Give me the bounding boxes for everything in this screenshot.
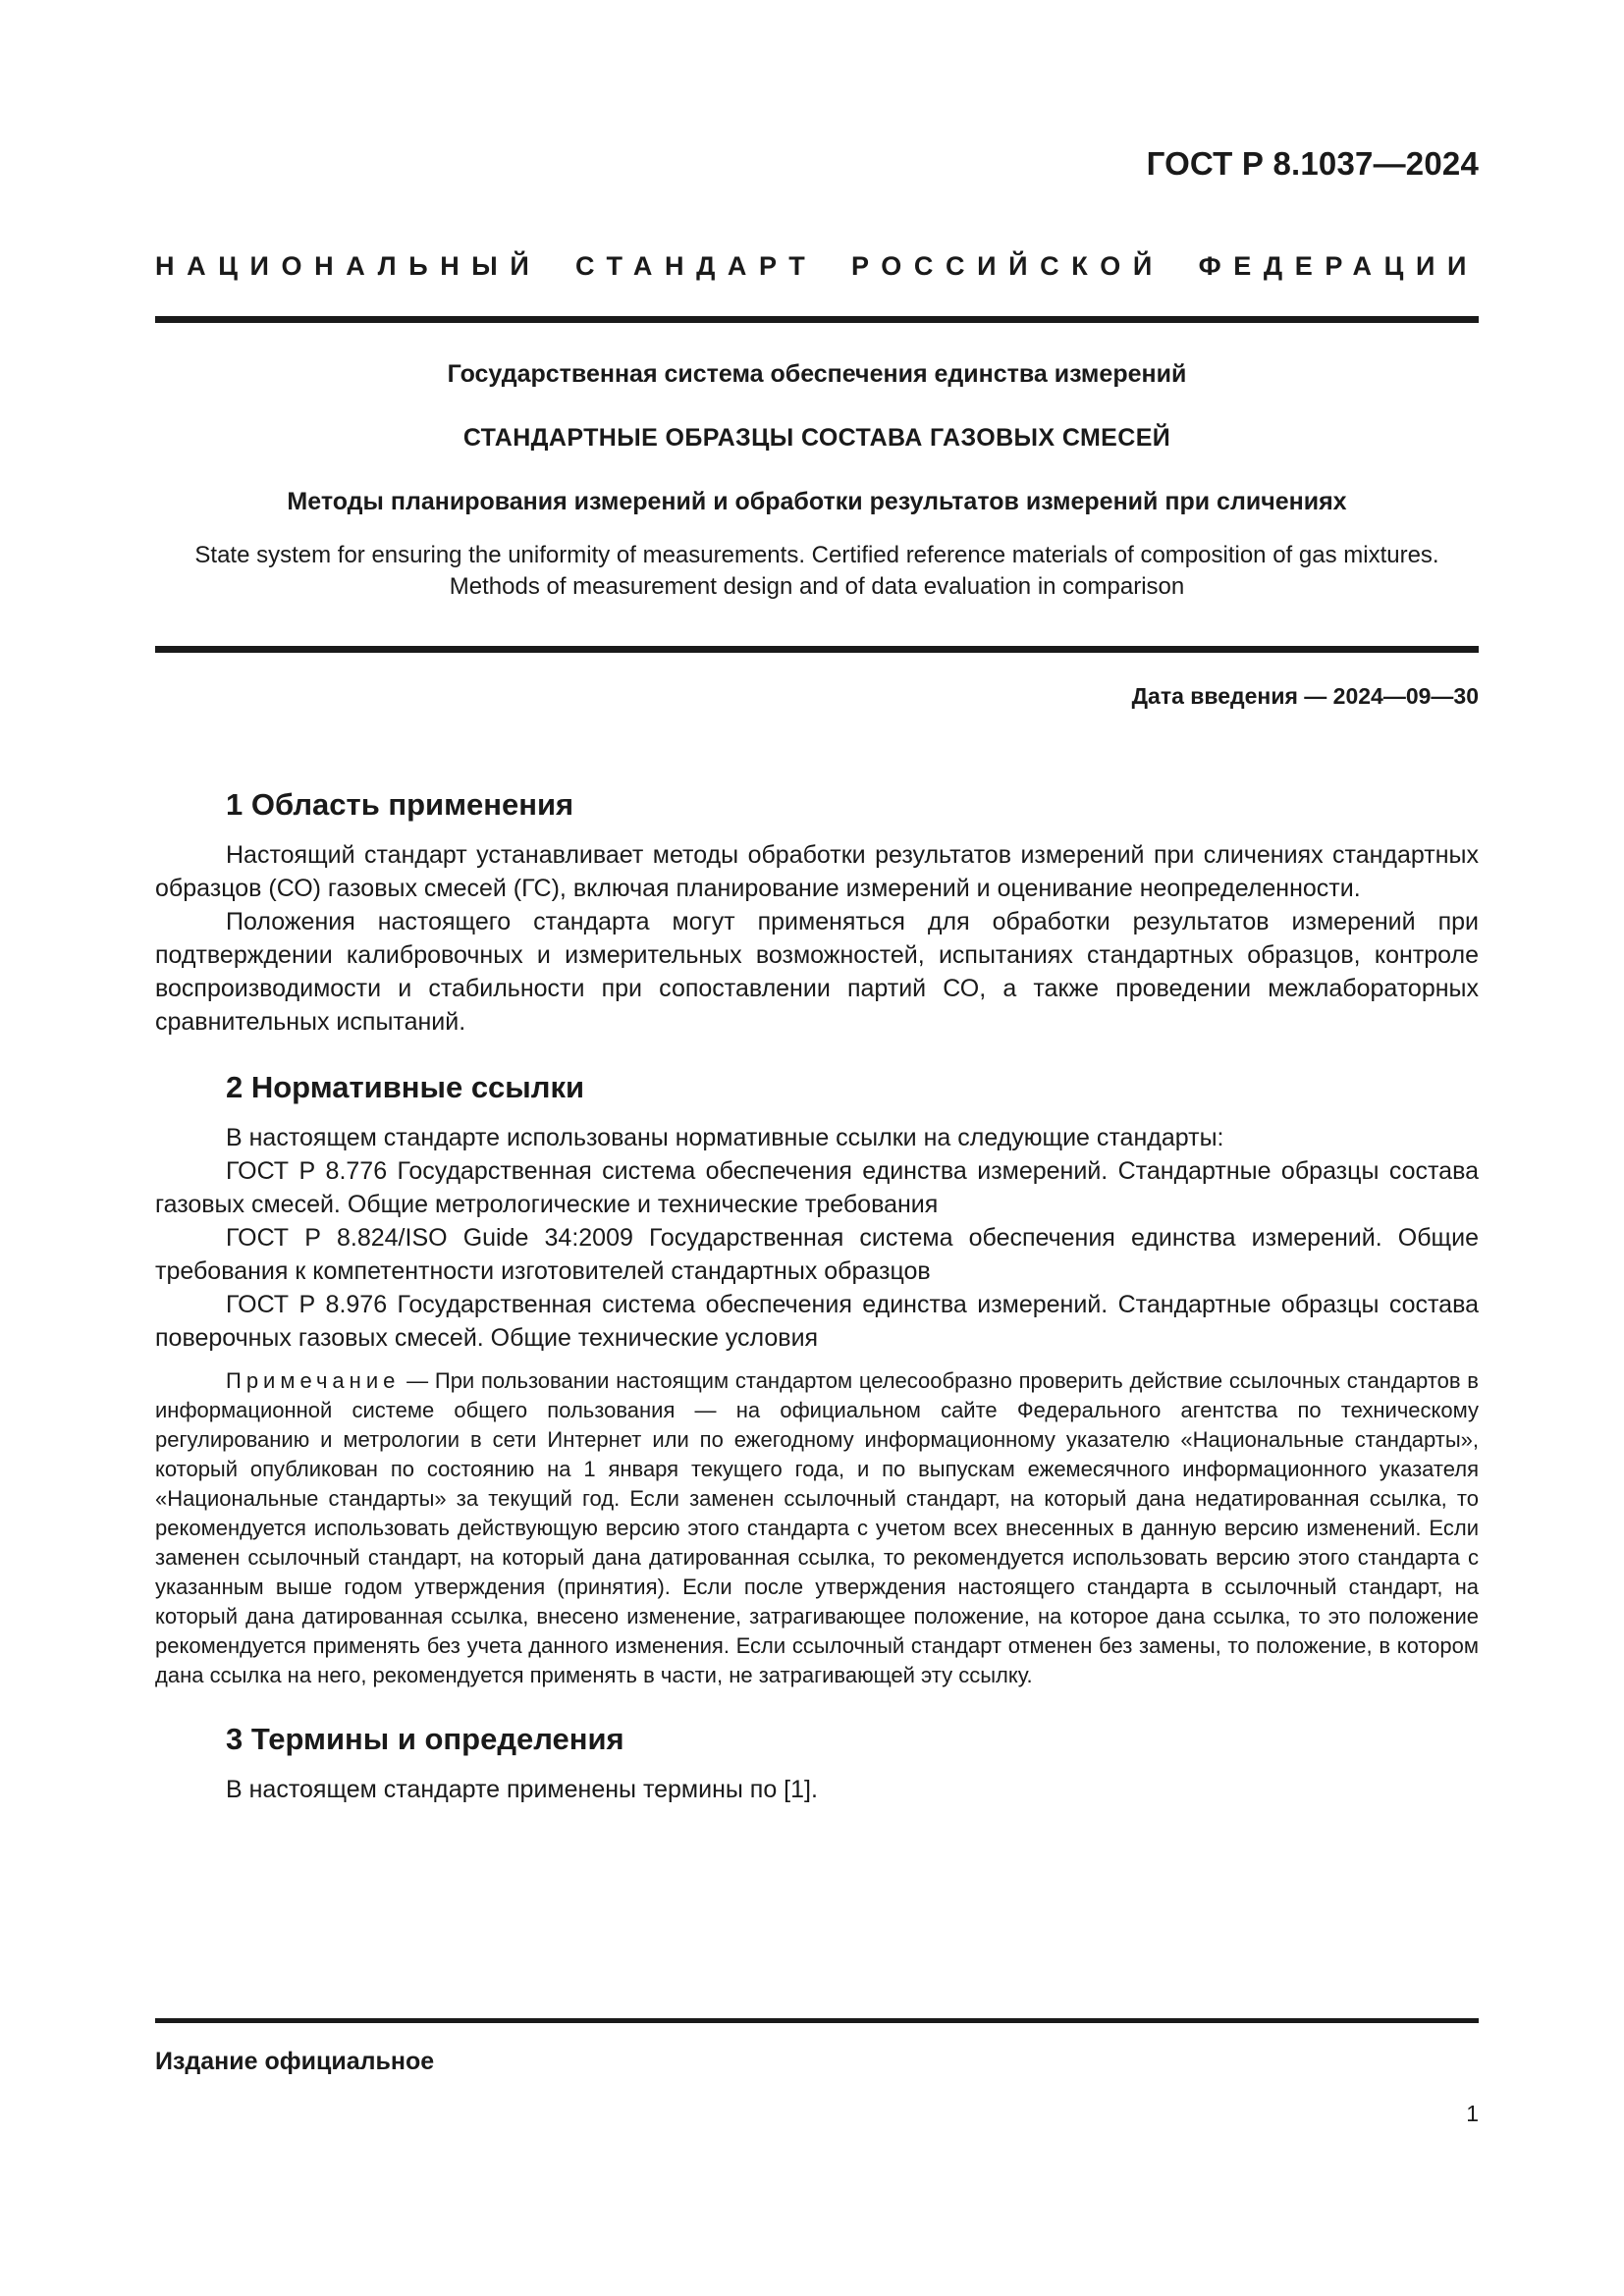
english-title-line-1: State system for ensuring the uniformity of measurements. Certified reference materials of composition of gas mixtures. <box>194 542 1439 568</box>
edition-label: Издание официальное <box>155 2048 435 2075</box>
subtitle: Методы планирования измерений и обработки результатов измерений при сличениях <box>287 488 1347 515</box>
page-number: 1 <box>1466 2101 1479 2126</box>
english-title-line-2: Methods of measurement design and of data evaluation in comparison <box>449 573 1185 600</box>
section-title: 3 Термины и определения <box>226 1722 624 1756</box>
reference-item: ГОСТ Р 8.824/ISO Guide 34:2009 Государственная система обеспечения единства измерений. Общие требования к компетентности изготовителей стандартных образцов <box>155 1224 1479 1285</box>
document-body <box>155 785 1479 1806</box>
bottom-divider <box>155 2018 1479 2023</box>
note-label: Примечание <box>226 1368 401 1393</box>
paragraph: В настоящем стандарте применены термины по [1]. <box>226 1776 818 1803</box>
note-text: — При пользовании настоящим стандартом целесообразно проверить действие ссылочных стандартов в информационной системе общего пользования — на официальном сайте Федерального агентства по техническому регулированию и метрологии в сети Интернет или по ежегодному информационному указателю «Национальные стандарты», который опубликован по состоянию на 1 января текущего года, и по выпускам ежемесячного информационного указателя «Национальные стандарты» за текущий год. Если заменен ссылочный стандарт, на который дана недатированная ссылка, то рекомендуется использовать действующую версию этого стандарта с учетом всех внесенных в данную версию изменений. Если заменен ссылочный стандарт, на который дана датированная ссылка, то рекомендуется использовать версию этого стандарта с указанным выше годом утверждения (принятия). Если после утверждения настоящего стандарта в ссылочный стандарт, на который дана датированная ссылка, внесено изменение, затрагивающее положение, на которое дана ссылка, то это положение рекомендуется применять без учета данного изменения. Если ссылочный стандарт отменен без замены, то положение, в котором дана ссылка на него, рекомендуется применять в части, не затрагивающей эту ссылку. <box>155 1368 1479 1687</box>
document-page <box>155 0 1479 2296</box>
section-normative-references <box>155 1068 1479 1690</box>
reference-item: ГОСТ Р 8.976 Государственная система обеспечения единства измерений. Стандартные образцы состава поверочных газовых смесей. Общие технические условия <box>155 1291 1479 1352</box>
document-number: ГОСТ Р 8.1037—2024 <box>1146 145 1479 182</box>
paragraph: Настоящий стандарт устанавливает методы обработки результатов измерений при сличениях стандартных образцов (СО) газовых смесей (ГС), включая планирование измерений и оценивание неопределенности. <box>155 841 1479 902</box>
national-standard-heading: НАЦИОНАЛЬНЫЙ СТАНДАРТ РОССИЙСКОЙ ФЕДЕРАЦИИ <box>155 251 1479 281</box>
middle-divider <box>155 646 1479 653</box>
main-title: СТАНДАРТНЫЕ ОБРАЗЦЫ СОСТАВА ГАЗОВЫХ СМЕСЕЙ <box>462 424 1171 452</box>
english-title <box>155 540 1479 603</box>
paragraph: Положения настоящего стандарта могут применяться для обработки результатов измерений при подтверждении калибровочных и измерительных возможностей, испытаниях стандартных образцов, контроле воспроизводимости и стабильности при сопоставлении партий СО, а также проведении межлабораторных сравнительных испытаний. <box>155 908 1479 1036</box>
section-scope <box>155 785 1479 1039</box>
section-spacer <box>155 1039 1479 1068</box>
note <box>155 1366 1479 1690</box>
section-title: 1 Область применения <box>226 787 574 822</box>
title-block <box>155 357 1479 603</box>
introduction-date: Дата введения — 2024—09—30 <box>1131 683 1479 709</box>
section-title: 2 Нормативные ссылки <box>226 1070 585 1104</box>
system-title: Государственная система обеспечения единства измерений <box>447 360 1187 388</box>
reference-item: ГОСТ Р 8.776 Государственная система обеспечения единства измерений. Стандартные образцы состава газовых смесей. Общие метрологические и технические требования <box>155 1157 1479 1218</box>
paragraph: В настоящем стандарте использованы нормативные ссылки на следующие стандарты: <box>226 1124 1224 1151</box>
section-terms <box>155 1720 1479 1806</box>
section-spacer <box>155 1690 1479 1720</box>
top-divider <box>155 316 1479 323</box>
